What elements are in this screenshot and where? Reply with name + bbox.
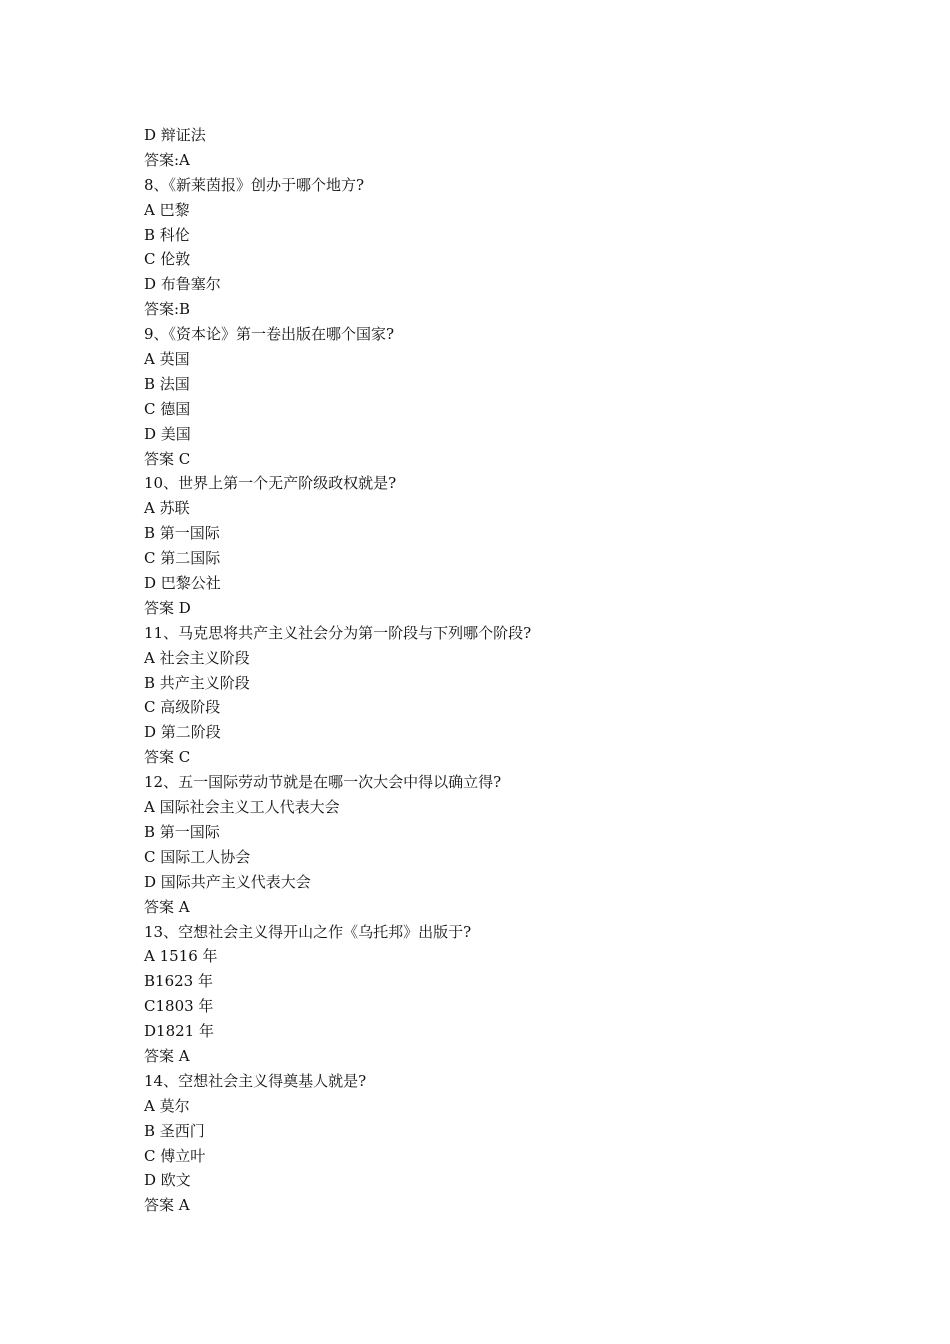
option-text: B 法国	[144, 374, 190, 393]
question-text: 9、《资本论》第一卷出版在哪个国家?	[144, 325, 395, 344]
option-text: B 圣西门	[144, 1121, 205, 1140]
option-text: B 共产主义阶段	[144, 673, 250, 692]
answer-text: 答案 A	[144, 1196, 190, 1215]
option-text: D1821 年	[144, 1022, 214, 1041]
answer-text: 答案:B	[144, 300, 191, 319]
question-text: 12、五一国际劳动节就是在哪一次大会中得以确立得?	[144, 773, 502, 792]
option-text: D 辩证法	[144, 126, 206, 144]
answer-text: 答案 A	[144, 897, 190, 916]
option-text: A 苏联	[144, 499, 190, 518]
option-text: B1623 年	[144, 972, 213, 991]
option-text: C 伦敦	[144, 250, 191, 269]
answer-text: 答案 D	[144, 598, 191, 617]
option-text: D 布鲁塞尔	[144, 275, 221, 294]
option-text: D 巴黎公社	[144, 574, 221, 593]
answer-text: 答案:A	[144, 150, 190, 169]
option-text: C 第二国际	[144, 549, 221, 568]
option-text: A 英国	[144, 350, 190, 369]
option-text: C 傅立叶	[144, 1146, 206, 1165]
option-text: A 社会主义阶段	[144, 648, 250, 667]
option-text: B 第一国际	[144, 524, 220, 543]
option-text: D 欧文	[144, 1171, 191, 1190]
answer-text: 答案 A	[144, 1046, 190, 1065]
option-text: C 国际工人协会	[144, 847, 251, 866]
option-text: D 国际共产主义代表大会	[144, 872, 311, 891]
option-text: B 第一国际	[144, 822, 220, 841]
option-text: C1803 年	[144, 997, 214, 1016]
question-text: 13、空想社会主义得开山之作《乌托邦》出版于?	[144, 922, 472, 941]
answer-text: 答案 C	[144, 748, 191, 767]
question-text: 8、《新莱茵报》创办于哪个地方?	[144, 175, 365, 194]
question-text: 14、空想社会主义得奠基人就是?	[144, 1071, 367, 1090]
option-text: A 莫尔	[144, 1096, 190, 1115]
option-text: D 美国	[144, 424, 191, 443]
option-text: C 高级阶段	[144, 698, 221, 717]
question-text: 10、世界上第一个无产阶级政权就是?	[144, 474, 397, 493]
option-text: D 第二阶段	[144, 723, 221, 742]
answer-text: 答案 C	[144, 449, 191, 468]
option-text: A 国际社会主义工人代表大会	[144, 798, 340, 817]
question-text: 11、马克思将共产主义社会分为第一阶段与下列哪个阶段?	[144, 623, 532, 642]
option-text: A 1516 年	[144, 947, 218, 966]
option-text: C 德国	[144, 399, 191, 418]
option-text: A 巴黎	[144, 200, 190, 219]
document-body	[144, 123, 844, 1218]
option-text: B 科伦	[144, 225, 190, 244]
